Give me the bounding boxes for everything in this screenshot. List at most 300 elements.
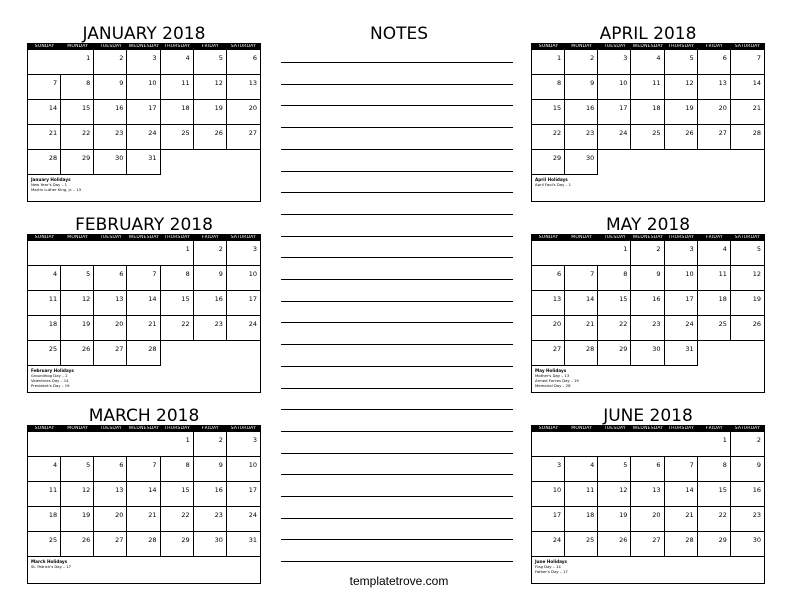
day-cell	[532, 507, 565, 532]
day-number: 22	[619, 320, 628, 328]
day-number: 22	[552, 129, 562, 137]
note-line	[281, 62, 513, 63]
note-line	[281, 127, 513, 128]
weekday-label: THURSDAY	[164, 235, 191, 240]
day-cell	[94, 50, 127, 75]
day-cell	[194, 100, 227, 125]
day-cell	[631, 75, 664, 100]
note-line	[281, 149, 513, 150]
day-number: 31	[148, 154, 157, 162]
day-cell	[61, 507, 94, 532]
day-cell	[94, 507, 127, 532]
day-cell	[598, 291, 631, 316]
month-grid	[531, 43, 765, 202]
day-number: 2	[119, 54, 124, 62]
day-cell	[665, 457, 698, 482]
weekday-label: SUNDAY	[34, 235, 55, 240]
day-number: 28	[752, 129, 761, 137]
day-number: 11	[586, 486, 595, 494]
day-number: 9	[656, 270, 661, 278]
day-number: 23	[752, 511, 761, 519]
day-number: 3	[557, 461, 562, 469]
day-cell	[665, 291, 698, 316]
day-cell	[161, 50, 194, 75]
day-number: 5	[86, 461, 91, 469]
day-cell	[731, 100, 764, 125]
day-cell	[532, 291, 565, 316]
calendar-june	[531, 407, 765, 584]
day-number: 3	[152, 54, 157, 62]
empty-cell	[598, 150, 631, 175]
day-number: 29	[82, 154, 91, 162]
day-cell	[227, 241, 260, 266]
day-cell	[127, 532, 160, 557]
empty-cell	[532, 241, 565, 266]
day-number: 10	[248, 461, 257, 469]
day-cell	[631, 100, 664, 125]
day-cell	[161, 241, 194, 266]
day-number: 13	[115, 295, 124, 303]
day-cell	[532, 75, 565, 100]
day-number: 16	[214, 295, 223, 303]
day-cell	[194, 75, 227, 100]
day-cell	[698, 457, 731, 482]
day-number: 13	[115, 486, 124, 494]
day-cell	[698, 316, 731, 341]
day-cell	[698, 482, 731, 507]
day-number: 25	[586, 536, 595, 544]
day-cell	[665, 341, 698, 366]
day-cell	[731, 266, 764, 291]
day-number: 28	[148, 345, 157, 353]
day-cell	[94, 150, 127, 175]
day-number: 26	[752, 320, 761, 328]
holidays-title: June Holidays	[535, 559, 567, 564]
day-number: 15	[718, 486, 727, 494]
day-cell	[631, 125, 664, 150]
day-number: 5	[756, 245, 761, 253]
day-number: 12	[82, 486, 91, 494]
day-number: 23	[652, 320, 661, 328]
day-number: 30	[586, 154, 595, 162]
day-number: 29	[181, 536, 190, 544]
day-number: 2	[590, 54, 595, 62]
month-title: JUNE 2018	[603, 406, 693, 426]
day-number: 23	[214, 320, 223, 328]
day-number: 16	[214, 486, 223, 494]
day-number: 31	[685, 345, 694, 353]
weekday-label: SATURDAY	[734, 44, 761, 49]
day-cell	[227, 266, 260, 291]
month-grid	[27, 43, 261, 202]
holidays-box	[532, 175, 764, 201]
empty-cell	[565, 432, 598, 457]
day-number: 11	[718, 270, 727, 278]
day-number: 30	[214, 536, 223, 544]
day-cell	[598, 125, 631, 150]
holidays-title: April Holidays	[535, 177, 568, 182]
day-cell	[227, 125, 260, 150]
day-number: 19	[685, 104, 694, 112]
day-cell	[598, 316, 631, 341]
day-cell	[227, 432, 260, 457]
holidays-box	[28, 557, 260, 583]
day-number: 22	[82, 129, 91, 137]
day-cell	[532, 100, 565, 125]
day-number: 30	[115, 154, 124, 162]
day-cell	[731, 316, 764, 341]
empty-cell	[565, 241, 598, 266]
day-number: 6	[252, 54, 257, 62]
day-number: 8	[722, 461, 727, 469]
day-cell	[598, 532, 631, 557]
day-number: 18	[48, 320, 58, 328]
day-number: 9	[119, 79, 124, 87]
day-number: 16	[586, 104, 595, 112]
day-number: 16	[652, 295, 661, 303]
day-number: 12	[619, 486, 628, 494]
day-cell	[194, 266, 227, 291]
month-title: APRIL 2018	[599, 24, 697, 44]
day-number: 18	[48, 511, 58, 519]
empty-cell	[28, 50, 61, 75]
weekday-label: FRIDAY	[705, 426, 723, 431]
holiday-item: Father's Day – 17	[535, 569, 568, 574]
holiday-item: Flag Day – 14	[535, 564, 561, 569]
day-number: 9	[756, 461, 761, 469]
day-cell	[61, 50, 94, 75]
day-cell	[127, 482, 160, 507]
day-number: 1	[722, 436, 727, 444]
day-cell	[161, 457, 194, 482]
note-line	[281, 344, 513, 345]
day-number: 11	[652, 79, 661, 87]
weekday-label: MONDAY	[571, 44, 593, 49]
day-number: 19	[619, 511, 628, 519]
day-number: 8	[623, 270, 628, 278]
day-number: 17	[148, 104, 157, 112]
day-number: 29	[718, 536, 727, 544]
day-cell	[28, 150, 61, 175]
weekday-label: TUESDAY	[603, 44, 626, 49]
day-cell	[194, 241, 227, 266]
day-cell	[28, 316, 61, 341]
day-number: 20	[248, 104, 257, 112]
day-number: 24	[248, 320, 257, 328]
note-line	[281, 518, 513, 519]
weekday-label: WEDNESDAY	[632, 426, 664, 431]
day-number: 19	[82, 511, 91, 519]
day-number: 21	[48, 129, 58, 137]
empty-cell	[731, 150, 764, 175]
empty-cell	[94, 241, 127, 266]
day-number: 26	[82, 345, 91, 353]
empty-cell	[28, 432, 61, 457]
day-number: 15	[181, 486, 190, 494]
note-line	[281, 366, 513, 367]
holidays-title: March Holidays	[31, 559, 68, 564]
day-number: 4	[590, 461, 595, 469]
day-number: 25	[181, 129, 190, 137]
day-number: 27	[718, 129, 727, 137]
day-number: 6	[119, 270, 124, 278]
day-number: 24	[552, 536, 562, 544]
day-cell	[631, 266, 664, 291]
empty-cell	[665, 432, 698, 457]
empty-cell	[28, 241, 61, 266]
day-number: 12	[752, 270, 761, 278]
day-number: 5	[218, 54, 223, 62]
notes-title: NOTES	[369, 24, 428, 44]
holidays-title: May Holidays	[535, 368, 567, 373]
day-cell	[565, 482, 598, 507]
month-grid	[531, 425, 765, 584]
day-number: 20	[115, 511, 124, 519]
day-cell	[127, 507, 160, 532]
day-number: 13	[718, 79, 727, 87]
day-cell	[227, 50, 260, 75]
day-number: 3	[623, 54, 628, 62]
day-cell	[532, 482, 565, 507]
day-cell	[161, 266, 194, 291]
month-title: FEBRUARY 2018	[75, 215, 213, 235]
holiday-item: St. Patrick's Day – 17	[31, 564, 72, 569]
day-number: 24	[619, 129, 628, 137]
month-title: MAY 2018	[605, 215, 691, 235]
day-cell	[94, 532, 127, 557]
weekday-label: FRIDAY	[705, 44, 723, 49]
holiday-item: Martin Luther King, Jr. – 15	[31, 187, 82, 192]
weekday-label: SUNDAY	[34, 426, 55, 431]
day-cell	[61, 125, 94, 150]
weekday-label: TUESDAY	[603, 235, 626, 240]
day-cell	[28, 341, 61, 366]
weekday-label: SATURDAY	[734, 426, 761, 431]
day-cell	[227, 316, 260, 341]
calendar-may	[531, 216, 765, 393]
note-line	[281, 301, 513, 302]
note-line	[281, 496, 513, 497]
weekday-label: SUNDAY	[34, 44, 55, 49]
day-number: 7	[53, 79, 58, 87]
day-cell	[698, 507, 731, 532]
day-cell	[731, 241, 764, 266]
day-cell	[94, 125, 127, 150]
day-cell	[127, 125, 160, 150]
weekday-label: THURSDAY	[668, 44, 695, 49]
day-number: 8	[86, 79, 91, 87]
day-number: 14	[148, 486, 157, 494]
note-line	[281, 409, 513, 410]
day-cell	[28, 266, 61, 291]
day-number: 1	[623, 245, 628, 253]
day-cell	[94, 266, 127, 291]
note-line	[281, 279, 513, 280]
day-cell	[565, 125, 598, 150]
day-cell	[61, 341, 94, 366]
day-cell	[698, 532, 731, 557]
day-cell	[194, 532, 227, 557]
day-cell	[227, 457, 260, 482]
weekday-label: THURSDAY	[164, 44, 191, 49]
day-number: 4	[656, 54, 661, 62]
day-number: 18	[652, 104, 661, 112]
day-number: 11	[48, 486, 58, 494]
day-number: 27	[248, 129, 257, 137]
day-cell	[532, 50, 565, 75]
day-cell	[28, 507, 61, 532]
day-cell	[127, 457, 160, 482]
weekday-label: TUESDAY	[603, 426, 626, 431]
day-cell	[161, 482, 194, 507]
day-cell	[532, 125, 565, 150]
holiday-item: April Fool's Day – 1	[535, 182, 572, 187]
note-line	[281, 84, 513, 85]
day-number: 2	[218, 436, 223, 444]
holidays-box	[28, 175, 260, 201]
day-number: 18	[718, 295, 727, 303]
day-cell	[161, 532, 194, 557]
empty-cell	[94, 432, 127, 457]
day-number: 10	[248, 270, 257, 278]
day-cell	[194, 457, 227, 482]
day-cell	[94, 341, 127, 366]
day-number: 22	[181, 511, 190, 519]
day-number: 26	[619, 536, 628, 544]
day-number: 21	[148, 511, 157, 519]
day-number: 12	[82, 295, 91, 303]
day-cell	[28, 457, 61, 482]
day-cell	[532, 457, 565, 482]
day-cell	[127, 341, 160, 366]
day-cell	[598, 100, 631, 125]
day-cell	[631, 532, 664, 557]
empty-cell	[665, 150, 698, 175]
weekday-label: WEDNESDAY	[128, 426, 160, 431]
holiday-item: New Year's Day – 1	[31, 182, 67, 187]
day-cell	[161, 507, 194, 532]
day-number: 16	[752, 486, 761, 494]
day-number: 30	[752, 536, 761, 544]
note-line	[281, 388, 513, 389]
day-cell	[698, 75, 731, 100]
day-number: 19	[82, 320, 91, 328]
day-number: 5	[86, 270, 91, 278]
day-number: 7	[152, 270, 157, 278]
day-cell	[698, 241, 731, 266]
day-number: 26	[82, 536, 91, 544]
day-cell	[227, 507, 260, 532]
day-number: 3	[252, 245, 257, 253]
day-number: 13	[552, 295, 562, 303]
day-cell	[665, 266, 698, 291]
day-cell	[631, 482, 664, 507]
note-line	[281, 257, 513, 258]
day-number: 2	[218, 245, 223, 253]
weekday-label: FRIDAY	[201, 235, 219, 240]
day-number: 14	[48, 104, 58, 112]
weekday-label: TUESDAY	[99, 426, 122, 431]
day-cell	[598, 75, 631, 100]
day-cell	[127, 291, 160, 316]
day-number: 27	[115, 345, 124, 353]
day-cell	[731, 75, 764, 100]
month-grid	[531, 234, 765, 393]
day-number: 22	[181, 320, 190, 328]
day-cell	[631, 316, 664, 341]
day-cell	[127, 266, 160, 291]
day-number: 4	[53, 270, 58, 278]
day-number: 2	[656, 245, 661, 253]
day-number: 24	[148, 129, 157, 137]
weekday-label: SATURDAY	[230, 235, 257, 240]
day-cell	[532, 266, 565, 291]
day-number: 26	[214, 129, 223, 137]
day-number: 17	[552, 511, 562, 519]
weekday-label: MONDAY	[571, 426, 593, 431]
day-number: 12	[685, 79, 694, 87]
day-cell	[565, 291, 598, 316]
day-number: 15	[181, 295, 190, 303]
empty-cell	[698, 150, 731, 175]
day-number: 5	[689, 54, 694, 62]
weekday-label: TUESDAY	[99, 235, 122, 240]
note-line	[281, 453, 513, 454]
day-cell	[665, 125, 698, 150]
day-number: 14	[685, 486, 694, 494]
day-cell	[94, 291, 127, 316]
day-number: 3	[252, 436, 257, 444]
day-cell	[94, 482, 127, 507]
month-grid	[27, 425, 261, 584]
holiday-item: Memorial Day – 28	[535, 383, 571, 388]
day-cell	[94, 100, 127, 125]
holidays-box	[532, 557, 764, 583]
day-cell	[127, 316, 160, 341]
day-cell	[731, 457, 764, 482]
day-number: 31	[248, 536, 257, 544]
day-cell	[631, 291, 664, 316]
day-number: 13	[652, 486, 661, 494]
day-cell	[194, 316, 227, 341]
day-cell	[598, 241, 631, 266]
weekday-label: TUESDAY	[99, 44, 122, 49]
day-number: 1	[557, 54, 562, 62]
day-cell	[61, 316, 94, 341]
calendar-february	[27, 216, 261, 393]
empty-cell	[194, 150, 227, 175]
month-title: MARCH 2018	[88, 406, 200, 426]
day-cell	[161, 125, 194, 150]
day-cell	[598, 341, 631, 366]
day-number: 15	[552, 104, 562, 112]
day-cell	[28, 482, 61, 507]
day-number: 1	[185, 245, 190, 253]
day-cell	[598, 482, 631, 507]
weekday-label: FRIDAY	[705, 235, 723, 240]
day-cell	[631, 341, 664, 366]
day-number: 28	[685, 536, 694, 544]
day-number: 21	[586, 320, 595, 328]
note-line	[281, 236, 513, 237]
day-cell	[598, 50, 631, 75]
day-number: 22	[718, 511, 727, 519]
day-number: 12	[214, 79, 223, 87]
weekday-label: FRIDAY	[201, 426, 219, 431]
day-cell	[94, 457, 127, 482]
weekday-label: SUNDAY	[538, 235, 559, 240]
day-number: 10	[619, 79, 628, 87]
